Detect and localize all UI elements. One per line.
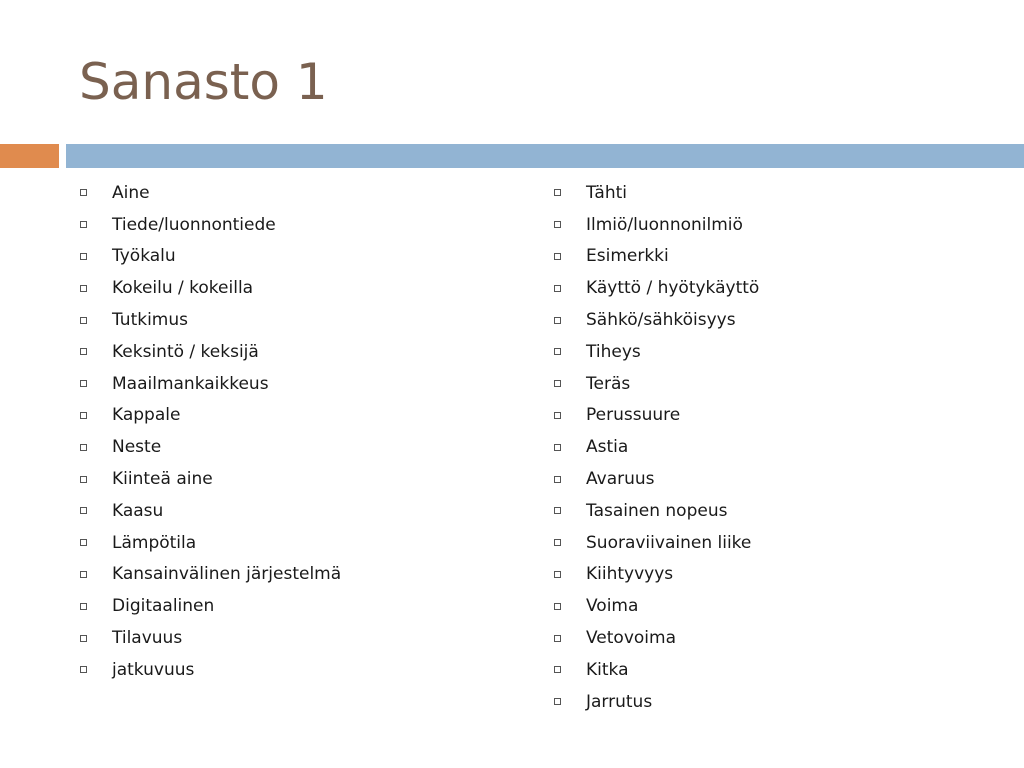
- square-bullet-icon: [80, 380, 87, 387]
- list-item: [80, 400, 520, 432]
- list-item-text: Neste: [112, 437, 162, 458]
- list-item-text: Kiinteä aine: [112, 469, 213, 490]
- square-bullet-icon: [80, 476, 87, 483]
- list-item-text: Maailmankaikkeus: [112, 373, 269, 394]
- accent-bar: [0, 144, 59, 168]
- square-bullet-icon: [80, 666, 87, 673]
- list-item-text: Ilmiö/luonnonilmiö: [586, 214, 743, 235]
- square-bullet-icon: [554, 444, 561, 451]
- list-item: [554, 495, 994, 527]
- list-item-text: Työkalu: [112, 246, 176, 267]
- square-bullet-icon: [80, 317, 87, 324]
- list-item-text: Avaruus: [586, 469, 655, 490]
- list-item: [80, 336, 520, 368]
- list-item: [80, 431, 520, 463]
- list-item: [80, 654, 520, 686]
- vocabulary-list-left: [80, 177, 520, 686]
- list-item: [554, 463, 994, 495]
- square-bullet-icon: [554, 412, 561, 419]
- list-item-text: Keksintö / keksijä: [112, 341, 259, 362]
- list-item: [80, 368, 520, 400]
- square-bullet-icon: [554, 285, 561, 292]
- list-item-text: Sähkö/sähköisyys: [586, 310, 736, 331]
- list-item: [80, 590, 520, 622]
- list-item-text: Suoraviivainen liike: [586, 532, 752, 553]
- list-item: [554, 431, 994, 463]
- list-item-text: Tiheys: [586, 341, 641, 362]
- list-item: [554, 559, 994, 591]
- list-item: [80, 272, 520, 304]
- list-item: [554, 241, 994, 273]
- square-bullet-icon: [80, 189, 87, 196]
- square-bullet-icon: [80, 253, 87, 260]
- square-bullet-icon: [80, 412, 87, 419]
- square-bullet-icon: [554, 507, 561, 514]
- list-item-text: Digitaalinen: [112, 596, 215, 617]
- list-item: [554, 177, 994, 209]
- list-item: [554, 654, 994, 686]
- square-bullet-icon: [80, 571, 87, 578]
- square-bullet-icon: [80, 603, 87, 610]
- square-bullet-icon: [554, 539, 561, 546]
- list-item: [80, 209, 520, 241]
- list-item-text: jatkuvuus: [112, 659, 195, 680]
- square-bullet-icon: [554, 380, 561, 387]
- list-item-text: Kiihtyvyys: [586, 564, 674, 585]
- square-bullet-icon: [554, 221, 561, 228]
- square-bullet-icon: [80, 444, 87, 451]
- list-item: [554, 590, 994, 622]
- title-divider-bar: [66, 144, 1024, 168]
- list-item-text: Teräs: [586, 373, 631, 394]
- list-item: [80, 241, 520, 273]
- square-bullet-icon: [554, 698, 561, 705]
- list-item: [554, 272, 994, 304]
- square-bullet-icon: [80, 348, 87, 355]
- list-item-text: Tutkimus: [112, 310, 189, 331]
- list-item: [554, 368, 994, 400]
- list-item: [554, 622, 994, 654]
- square-bullet-icon: [554, 603, 561, 610]
- list-item-text: Aine: [112, 182, 150, 203]
- list-item: [80, 177, 520, 209]
- list-item-text: Kitka: [586, 659, 629, 680]
- list-item: [554, 400, 994, 432]
- list-item-text: Esimerkki: [586, 246, 669, 267]
- list-item: [554, 304, 994, 336]
- square-bullet-icon: [80, 285, 87, 292]
- square-bullet-icon: [554, 666, 561, 673]
- list-item-text: Tähti: [586, 182, 627, 203]
- square-bullet-icon: [554, 317, 561, 324]
- list-item: [554, 209, 994, 241]
- square-bullet-icon: [554, 635, 561, 642]
- list-item-text: Kaasu: [112, 500, 164, 521]
- square-bullet-icon: [80, 635, 87, 642]
- square-bullet-icon: [554, 253, 561, 260]
- list-item: [554, 527, 994, 559]
- vocabulary-list-right: [554, 177, 994, 718]
- square-bullet-icon: [80, 221, 87, 228]
- list-item: [554, 686, 994, 718]
- list-item-text: Vetovoima: [586, 628, 676, 649]
- list-item: [554, 336, 994, 368]
- list-item: [80, 495, 520, 527]
- list-item-text: Jarrutus: [586, 691, 653, 712]
- list-item: [80, 463, 520, 495]
- square-bullet-icon: [554, 571, 561, 578]
- list-item: [80, 559, 520, 591]
- list-item-text: Kansainvälinen järjestelmä: [112, 564, 342, 585]
- list-item-text: Tasainen nopeus: [586, 500, 728, 521]
- square-bullet-icon: [80, 539, 87, 546]
- list-item-text: Astia: [586, 437, 629, 458]
- list-item-text: Lämpötila: [112, 532, 197, 553]
- slide-title: Sanasto 1: [79, 53, 328, 111]
- square-bullet-icon: [554, 189, 561, 196]
- list-item-text: Kappale: [112, 405, 181, 426]
- list-item-text: Käyttö / hyötykäyttö: [586, 278, 760, 299]
- square-bullet-icon: [554, 476, 561, 483]
- list-item: [80, 527, 520, 559]
- square-bullet-icon: [554, 348, 561, 355]
- list-item-text: Tiede/luonnontiede: [112, 214, 276, 235]
- square-bullet-icon: [80, 507, 87, 514]
- list-item-text: Kokeilu / kokeilla: [112, 278, 254, 299]
- list-item-text: Tilavuus: [112, 628, 183, 649]
- list-item: [80, 622, 520, 654]
- list-item-text: Voima: [586, 596, 639, 617]
- list-item-text: Perussuure: [586, 405, 681, 426]
- list-item: [80, 304, 520, 336]
